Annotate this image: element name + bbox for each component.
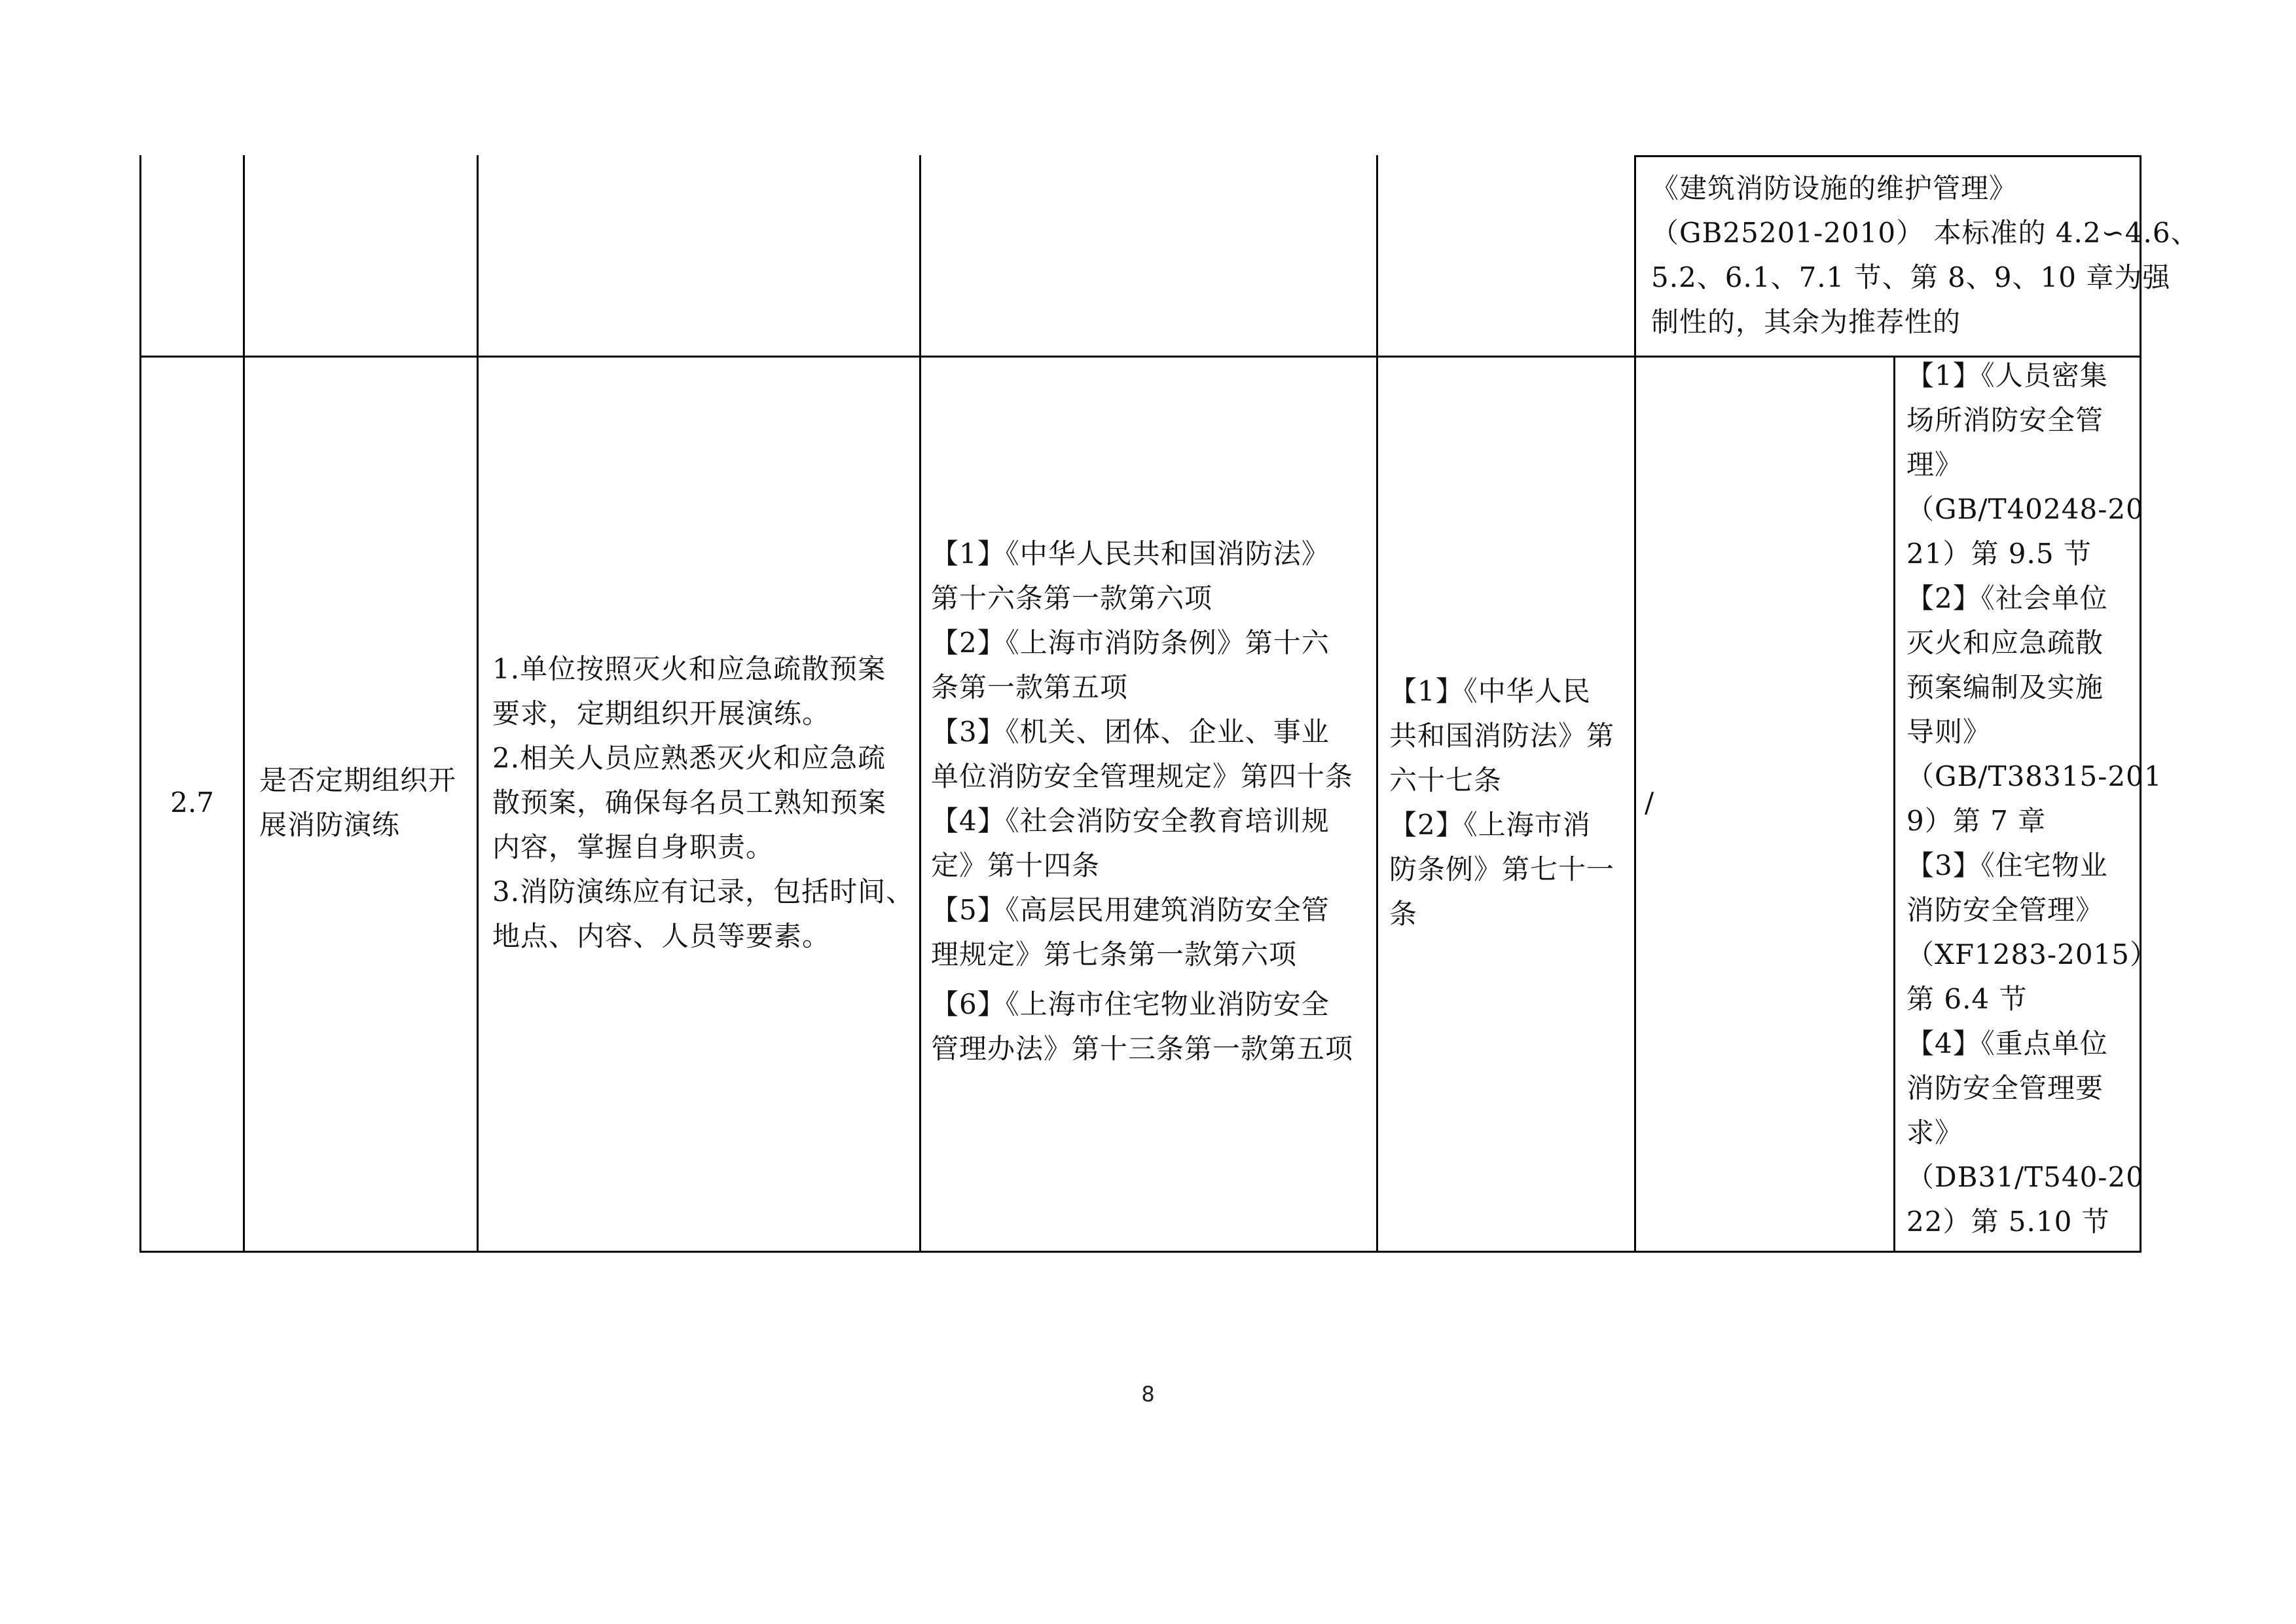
legal-basis-line: 条第一款第五项 [931,671,1129,703]
prev-standards-line: 《建筑消防设施的维护管理》 [1651,172,2018,204]
prev-standards-line: 制性的，其余为推荐性的 [1651,306,1961,338]
penalty-basis-line: 六十七条 [1389,764,1503,796]
standard-line: 【2】《社会单位 [1906,582,2108,614]
page-number: 8 [1141,1382,1155,1407]
standard-line: 【1】《人员密集 [1906,360,2108,392]
table-divider-col2 [477,155,479,1253]
legal-basis-line: 【5】《高层民用建筑消防安全管 [931,894,1330,926]
table-divider-col5 [1634,155,1636,1253]
penalty-basis-line: 【2】《上海市消 [1389,809,1591,841]
standard-line: 灭火和应急疏散 [1906,627,2104,659]
legal-basis-line: 管理办法》第十三条第一款第五项 [931,1033,1354,1065]
legal-basis-line: 【6】《上海市住宅物业消防安全 [931,988,1330,1020]
prev-standards-line: 5.2、6.1、7.1 节、第 8、9、10 章为强 [1651,261,2171,293]
standard-line: 【3】《住宅物业 [1906,849,2108,881]
table-border-left [139,155,141,1253]
standard-line: 理》 [1906,449,1963,481]
standard-line: 22）第 5.10 节 [1906,1206,2110,1238]
table-top-border-standards [1634,155,2141,157]
legal-basis-line: 定》第十四条 [931,849,1101,881]
standard-line: 预案编制及实施 [1906,671,2104,703]
table-bottom-border [139,1251,2141,1253]
standard-line: （GB/T40248-20 [1906,493,2144,525]
legal-basis-line: 【4】《社会消防安全教育培训规 [931,805,1330,837]
requirement-line: 1.单位按照灭火和应急疏散预案 [492,653,886,685]
table-divider-col6 [1893,358,1895,1253]
requirement-line: 要求，定期组织开展演练。 [492,697,831,729]
item-line: 是否定期组织开 [259,764,457,796]
legal-basis-line: 【3】《机关、团体、企业、事业 [931,716,1330,748]
legal-basis-line: 【1】《中华人民共和国消防法》 [931,538,1330,570]
standard-line: （XF1283-2015） [1906,938,2159,970]
penalty-basis-line: 共和国消防法》第 [1389,720,1615,752]
requirement-line: 内容，掌握自身职责。 [492,831,774,863]
table-divider-col4 [1376,155,1378,1253]
penalty-basis-line: 【1】《中华人民 [1389,675,1591,707]
standard-line: 消防安全管理》 [1906,894,2104,926]
requirement-line: 3.消防演练应有记录，包括时间、 [492,876,915,908]
requirement-line: 2.相关人员应熟悉灭火和应急疏 [492,742,886,774]
standard-line: 消防安全管理要 [1906,1072,2104,1104]
penalty-basis-line: 条 [1389,898,1418,930]
requirement-line: 散预案，确保每名员工熟知预案 [492,786,887,819]
table-divider-col3 [919,155,921,1253]
prev-standards-line: （GB25201-2010） 本标准的 4.2∽4.6、 [1651,217,2199,249]
standard-line: 第 6.4 节 [1906,983,2028,1015]
penalty-basis-line: 防条例》第七十一 [1389,853,1615,885]
table-border-right [2140,155,2141,1253]
row-number: 2.7 [170,786,214,819]
discretion-value: / [1645,786,1655,819]
standard-line: 21）第 9.5 节 [1906,538,2092,570]
legal-basis-line: 单位消防安全管理规定》第四十条 [931,760,1354,792]
legal-basis-line: 【2】《上海市消防条例》第十六 [931,627,1330,659]
standard-line: 求》 [1906,1116,1963,1149]
standard-line: 【4】《重点单位 [1906,1027,2108,1060]
legal-basis-line: 理规定》第七条第一款第六项 [931,938,1298,970]
standard-line: 导则》 [1906,716,1992,748]
table-row-divider [139,356,2141,358]
item-line: 展消防演练 [259,809,401,841]
requirement-line: 地点、内容、人员等要素。 [492,920,831,952]
table-divider-col1 [243,155,245,1253]
standard-line: （DB31/T540-20 [1906,1161,2144,1193]
standard-line: 场所消防安全管 [1906,404,2104,436]
standard-line: （GB/T38315-201 [1906,760,2162,792]
standard-line: 9）第 7 章 [1906,805,2047,837]
legal-basis-line: 第十六条第一款第六项 [931,582,1213,614]
